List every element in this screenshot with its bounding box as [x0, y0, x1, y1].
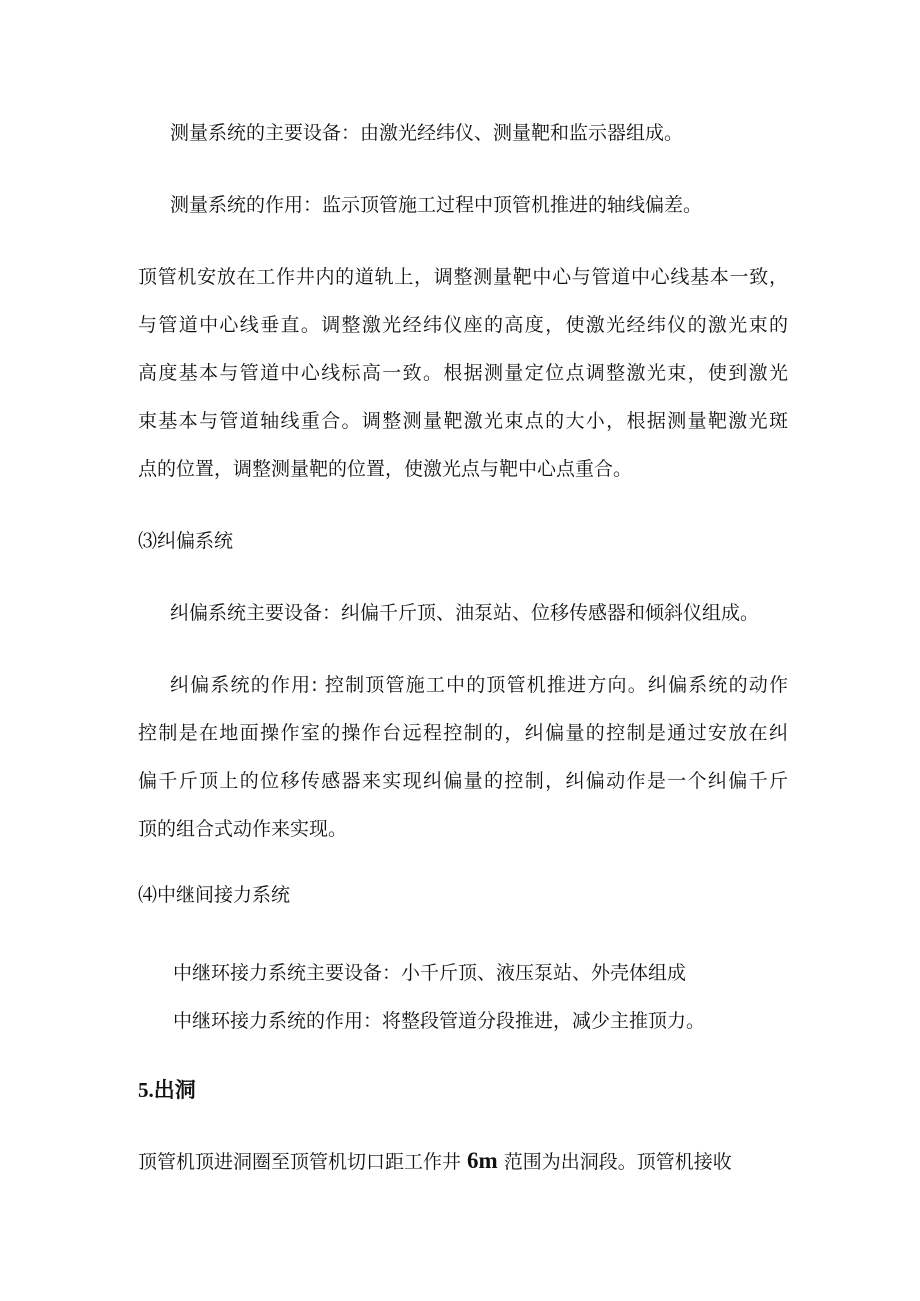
distance-value: 6m	[467, 1148, 498, 1173]
measurement-equipment-text: 测量系统的主要设备：由激光经纬仪、测量靶和监示器组成。	[170, 122, 684, 144]
relay-function-text: 中继环接力系统的作用：将整段管道分段推进，减少主推顶力。	[173, 1010, 706, 1032]
paragraph-line: 束基本与管道轴线重合。调整测量靶激光束点的大小，根据测量靶激光斑	[138, 410, 788, 432]
paragraph-line: 偏千斤顶上的位移传感器来实现纠偏量的控制，纠偏动作是一个纠偏千斤	[138, 770, 788, 792]
exit-text-after: 范围为出洞段。顶管机接收	[497, 1151, 732, 1173]
relay-equipment-text: 中继环接力系统主要设备：小千斤顶、液压泵站、外壳体组成	[173, 962, 687, 984]
paragraph-line: 控制是在地面操作室的操作台远程控制的，纠偏量的控制是通过安放在纠	[138, 722, 788, 744]
correction-equipment-text: 纠偏系统主要设备：纠偏千斤顶、油泵站、位移传感器和倾斜仪组成。	[170, 602, 760, 624]
paragraph-line: 顶的组合式动作来实现。	[138, 818, 348, 840]
section-heading-relay-system: ⑷中继间接力系统	[138, 884, 291, 906]
exit-paragraph-line	[138, 1148, 732, 1175]
paragraph-line: 顶管机安放在工作井内的道轨上，调整测量靶中心与管道中心线基本一致，	[138, 266, 788, 288]
paragraph-line: 与管道中心线垂直。调整激光经纬仪座的高度，使激光经纬仪的激光束的	[138, 314, 788, 336]
correction-function-text: 纠偏系统的作用: 控制顶管施工中的顶管机推进方向。纠偏系统的动作	[170, 674, 788, 696]
paragraph-line: 点的位置，调整测量靶的位置，使激光点与靶中心点重合。	[138, 458, 633, 480]
exit-text-before: 顶管机顶进洞圈至顶管机切口距工作井	[138, 1151, 468, 1173]
measurement-function-text: 测量系统的作用：监示顶管施工过程中顶管机推进的轴线偏差。	[170, 194, 703, 216]
section-heading-exit: 5.出洞	[138, 1078, 196, 1102]
section-heading-correction-system: ⑶纠偏系统	[138, 530, 234, 552]
paragraph-line: 高度基本与管道中心线标高一致。根据测量定位点调整激光束，使到激光	[138, 362, 788, 384]
